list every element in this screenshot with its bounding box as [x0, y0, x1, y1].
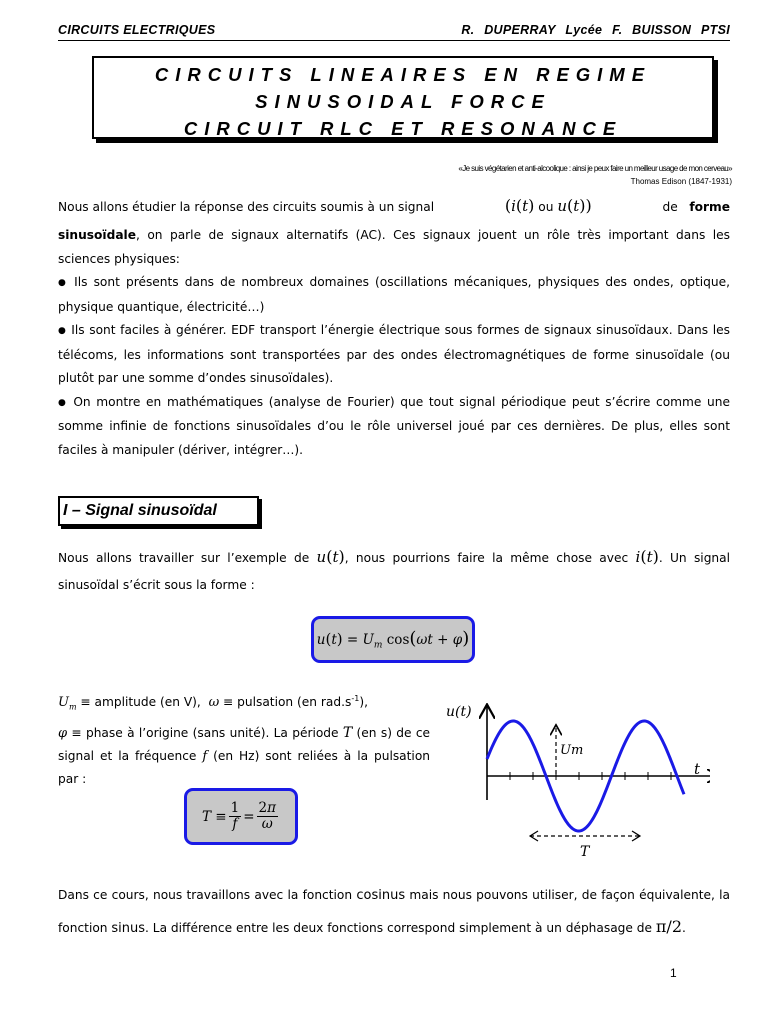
y-axis-label: u(t): [446, 704, 472, 720]
formula-signal-text: $u(t) = U_m$ cos(ωt + φ): [316, 628, 470, 651]
closing-paragraph: Dans ce cours, nous travaillons avec la fonction cosinus mais nous pouvons utiliser, de façon équivalente, la fonction sinus. La différence entre les deux fonctions correspond simplement à un déphasage de π/2.: [58, 888, 730, 936]
bullet-item: ● Ils sont présents dans de nombreux domaines (oscillations mécaniques, physiques des ondes, optique, physique quantique, électricité…): [58, 275, 731, 314]
signal-paragraph: Nous allons travailler sur l’exemple de u(t), nous pourrions faire la même chose avec i(t). Un signal sinusoïdal s’écrit sous la forme :: [58, 547, 731, 592]
intro-first-line: [58, 194, 730, 224]
title-box: [92, 56, 714, 139]
intro-of: de forme: [662, 200, 730, 214]
title-line-2: SINUSOIDAL FORCE: [255, 91, 551, 112]
or-word: ou: [538, 200, 554, 214]
bullet-item: ● Ils sont faciles à générer. EDF transport l’énergie électrique sous formes de signaux sinusoïdaux. Dans les télécoms, les informations sont transportées par des ondes électromagnétiques de forme sinusoïdale (ou plutôt par une somme d’ondes sinusoïdales).: [58, 323, 730, 385]
header-author: R. DUPERRAY Lycée F. BUISSON PTSI: [461, 23, 730, 37]
sinusoid-graph: [440, 694, 710, 864]
title-line-1: CIRCUITS LINEAIRES EN REGIME: [154, 64, 652, 85]
signal-expression: (i(t) ou u(t)): [504, 196, 592, 215]
period-label: T: [580, 844, 590, 860]
epigraph-text: «Je suis végétarien et anti-alcoolique : ainsi je peux faire un meilleur usage de mon cerveau»: [458, 164, 732, 173]
definitions: [58, 684, 430, 791]
bullet-item: ● On montre en mathématiques (analyse de Fourier) que tout signal périodique peut s’écrire comme une somme infinie de fonctions sinusoïdales d’ou le rôle universel joué par ces dernières. De plus, elles sont faciles à manipuler (dériver, intégrer…).: [58, 394, 731, 457]
def-amplitude: $U_m$ ≡ amplitude (en V), ω ≡ pulsation (en $rad.s^{-1}$),: [58, 694, 368, 712]
title-line-3: CIRCUIT RLC ET RESONANCE: [183, 118, 623, 139]
page-header: [58, 22, 730, 41]
page-number: 1: [670, 966, 677, 980]
x-axis-label: t: [694, 760, 701, 778]
epigraph-author: Thomas Edison (1847-1931): [630, 177, 732, 186]
epigraph: [312, 162, 732, 188]
intro-paragraph: [58, 194, 730, 462]
formula-signal: [311, 616, 475, 663]
def-phase: φ ≡ phase à l’origine (sans unité). La période T (en s) de ce signal et la fréquence f (en Hz) sont reliées à la pulsation par :: [58, 724, 431, 786]
section-heading: I – Signal sinusoïdal: [58, 496, 259, 526]
formula-period: [184, 788, 298, 845]
amplitude-label: Um: [560, 743, 584, 758]
intro-rest: sinusoïdale, on parle de signaux alternatifs (AC). Ces signaux jouent un rôle très important dans les sciences physiques:: [58, 228, 730, 266]
header-course: CIRCUITS ELECTRIQUES: [58, 23, 216, 37]
formula-period-text: T ≡ $\frac{1}{f}$ = $\frac{2\pi}{\omega}$: [202, 800, 276, 832]
intro-lead: Nous allons étudier la réponse des circuits soumis à un signal: [58, 200, 435, 214]
